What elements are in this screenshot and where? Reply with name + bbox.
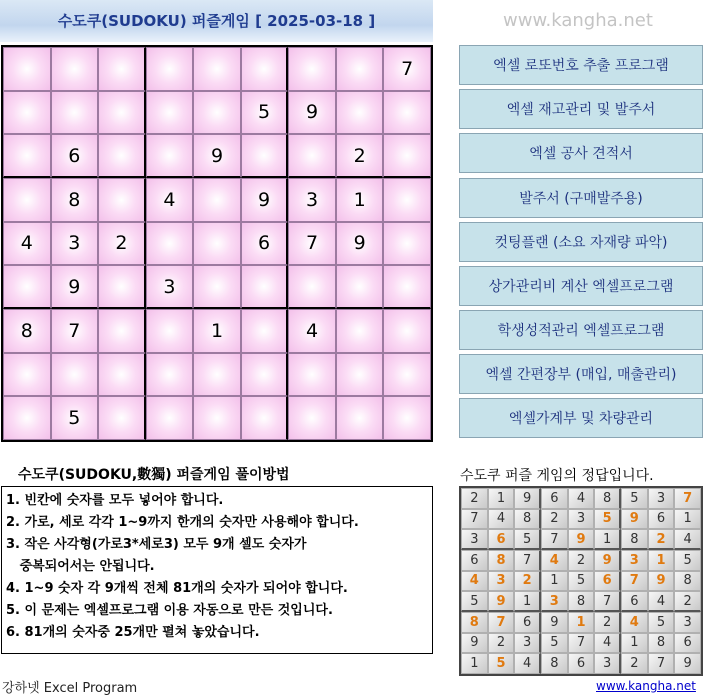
answer-cell: 1 [594, 529, 621, 550]
answer-cell: 9 [674, 653, 701, 674]
answer-cell: 3 [461, 529, 488, 550]
instruction-line: 6. 81개의 숫자중 25개만 펼쳐 놓았습니다. [6, 625, 260, 640]
puzzle-cell[interactable]: 3 [51, 222, 99, 266]
page-title: 수도쿠(SUDOKU) 퍼즐게임 [ 2025-03-18 ] [57, 12, 376, 30]
puzzle-cell[interactable]: 4 [146, 178, 194, 222]
answer-cell: 2 [648, 529, 675, 550]
puzzle-cell[interactable] [51, 353, 99, 397]
answer-cell: 1 [621, 633, 648, 654]
puzzle-cell[interactable]: 9 [336, 222, 384, 266]
answer-cell: 1 [461, 653, 488, 674]
puzzle-cell[interactable] [336, 309, 384, 353]
puzzle-cell[interactable] [193, 91, 241, 135]
answer-cell: 3 [541, 591, 568, 612]
puzzle-cell[interactable] [193, 265, 241, 309]
menu-button[interactable]: 상가관리비 계산 엑셀프로그램 [459, 266, 703, 306]
answer-cell: 1 [568, 612, 595, 633]
puzzle-cell[interactable]: 4 [288, 309, 336, 353]
puzzle-cell[interactable] [3, 396, 51, 440]
puzzle-cell[interactable] [3, 134, 51, 178]
answer-cell: 7 [514, 550, 541, 571]
answer-cell: 7 [461, 509, 488, 530]
instruction-line: 2. 가로, 세로 각각 1~9까지 한개의 숫자만 사용해야 합니다. [6, 515, 359, 530]
puzzle-cell[interactable] [3, 47, 51, 91]
instruction-line: 1. 빈칸에 숫자를 모두 넣어야 합니다. [6, 493, 224, 508]
puzzle-cell[interactable] [98, 47, 146, 91]
puzzle-cell[interactable] [383, 309, 431, 353]
answer-cell: 3 [594, 653, 621, 674]
answer-cell: 6 [568, 653, 595, 674]
puzzle-cell[interactable]: 7 [383, 47, 431, 91]
puzzle-cell[interactable]: 8 [3, 309, 51, 353]
answer-cell: 2 [541, 509, 568, 530]
puzzle-cell[interactable] [336, 353, 384, 397]
menu-button[interactable]: 엑셀가계부 및 차량관리 [459, 398, 703, 438]
answer-cell: 4 [674, 529, 701, 550]
menu-button[interactable]: 엑셀 로또번호 추출 프로그램 [459, 45, 703, 85]
puzzle-cell[interactable] [336, 265, 384, 309]
answer-cell: 9 [461, 633, 488, 654]
answer-cell: 9 [541, 612, 568, 633]
puzzle-cell[interactable] [288, 265, 336, 309]
footer-link[interactable]: www.kangha.net [596, 679, 696, 693]
answer-cell: 4 [461, 571, 488, 592]
puzzle-cell[interactable]: 1 [193, 309, 241, 353]
puzzle-cell[interactable] [98, 91, 146, 135]
puzzle-cell[interactable] [3, 265, 51, 309]
puzzle-cell[interactable] [288, 134, 336, 178]
puzzle-cell[interactable]: 3 [288, 178, 336, 222]
instruction-line: 5. 이 문제는 엑셀프로그램 이용 자동으로 만든 것입니다. [6, 603, 333, 618]
puzzle-cell[interactable]: 2 [336, 134, 384, 178]
answer-cell: 1 [541, 571, 568, 592]
instructions-title: 수도쿠(SUDOKU,數獨) 퍼즐게임 풀이방법 [18, 467, 290, 483]
puzzle-cell[interactable]: 5 [51, 396, 99, 440]
puzzle-cell[interactable]: 6 [51, 134, 99, 178]
answer-cell: 7 [488, 612, 515, 633]
answer-cell: 6 [541, 488, 568, 509]
answer-cell: 1 [488, 488, 515, 509]
menu-button[interactable]: 학생성적관리 엑셀프로그램 [459, 310, 703, 350]
answer-cell: 6 [648, 509, 675, 530]
site-watermark: www.kangha.net [503, 10, 653, 31]
menu-button[interactable]: 컷팅플랜 (소요 자재량 파악) [459, 222, 703, 262]
puzzle-cell[interactable]: 9 [193, 134, 241, 178]
answer-cell: 2 [461, 488, 488, 509]
answer-cell: 8 [461, 612, 488, 633]
puzzle-cell[interactable] [3, 178, 51, 222]
answer-cell: 7 [674, 488, 701, 509]
footer-brand: 강하넷 Excel Program [2, 681, 138, 696]
puzzle-cell[interactable] [3, 353, 51, 397]
puzzle-cell[interactable] [288, 353, 336, 397]
answer-cell: 3 [568, 509, 595, 530]
puzzle-cell[interactable]: 9 [241, 178, 289, 222]
instructions-box [1, 486, 433, 654]
puzzle-cell[interactable]: 5 [241, 91, 289, 135]
answer-cell: 3 [621, 550, 648, 571]
puzzle-cell[interactable]: 2 [98, 222, 146, 266]
puzzle-cell[interactable] [383, 265, 431, 309]
puzzle-cell[interactable] [288, 47, 336, 91]
answer-cell: 4 [488, 509, 515, 530]
puzzle-cell[interactable] [383, 178, 431, 222]
answer-cell: 8 [648, 633, 675, 654]
answer-cell: 7 [648, 653, 675, 674]
puzzle-cell[interactable] [241, 396, 289, 440]
answer-cell: 5 [461, 591, 488, 612]
answer-cell: 3 [514, 633, 541, 654]
menu-button[interactable]: 엑셀 공사 견적서 [459, 133, 703, 173]
answer-cell: 4 [648, 591, 675, 612]
puzzle-cell[interactable] [241, 47, 289, 91]
puzzle-cell[interactable] [146, 47, 194, 91]
answer-cell: 8 [674, 571, 701, 592]
puzzle-cell[interactable] [146, 91, 194, 135]
answer-cell: 6 [674, 633, 701, 654]
answer-cell: 2 [621, 653, 648, 674]
puzzle-cell[interactable]: 7 [51, 309, 99, 353]
answer-grid [459, 486, 703, 676]
puzzle-cell[interactable] [98, 134, 146, 178]
answer-cell: 8 [621, 529, 648, 550]
puzzle-cell[interactable] [146, 222, 194, 266]
puzzle-cell[interactable] [383, 353, 431, 397]
puzzle-cell[interactable] [98, 396, 146, 440]
answer-cell: 5 [674, 550, 701, 571]
puzzle-cell[interactable]: 8 [51, 178, 99, 222]
answer-cell: 9 [488, 591, 515, 612]
answer-cell: 8 [514, 509, 541, 530]
answer-cell: 8 [541, 653, 568, 674]
answer-cell: 4 [541, 550, 568, 571]
puzzle-cell[interactable]: 7 [288, 222, 336, 266]
answer-cell: 7 [621, 571, 648, 592]
puzzle-cell[interactable] [336, 91, 384, 135]
instruction-line: 3. 작은 사각형(가로3*세로3) 모두 9개 셀도 숫자가 [6, 537, 307, 552]
answer-cell: 9 [568, 529, 595, 550]
answer-cell: 9 [514, 488, 541, 509]
menu-button[interactable]: 발주서 (구매발주용) [459, 178, 703, 218]
answer-cell: 7 [541, 529, 568, 550]
answer-cell: 2 [674, 591, 701, 612]
puzzle-cell[interactable] [146, 353, 194, 397]
answer-cell: 3 [674, 612, 701, 633]
puzzle-cell[interactable] [288, 396, 336, 440]
menu-button[interactable]: 엑셀 간편장부 (매입, 매출관리) [459, 354, 703, 394]
puzzle-cell[interactable] [51, 91, 99, 135]
puzzle-cell[interactable] [336, 47, 384, 91]
answer-cell: 4 [594, 633, 621, 654]
puzzle-cell[interactable] [383, 91, 431, 135]
puzzle-cell[interactable] [146, 396, 194, 440]
answer-cell: 1 [674, 509, 701, 530]
answer-cell: 9 [621, 509, 648, 530]
answer-cell: 7 [594, 591, 621, 612]
answer-cell: 5 [514, 529, 541, 550]
answer-cell: 6 [514, 612, 541, 633]
puzzle-cell[interactable] [383, 134, 431, 178]
answer-cell: 4 [514, 653, 541, 674]
instruction-line: 중복되어서는 안됩니다. [6, 559, 155, 574]
puzzle-cell[interactable] [193, 353, 241, 397]
answer-cell: 9 [594, 550, 621, 571]
puzzle-cell[interactable] [336, 396, 384, 440]
puzzle-cell[interactable]: 1 [336, 178, 384, 222]
instruction-line: 4. 1~9 숫자 각 9개씩 전체 81개의 숫자가 되어야 합니다. [6, 581, 348, 596]
puzzle-cell[interactable] [241, 265, 289, 309]
puzzle-cell[interactable] [146, 309, 194, 353]
puzzle-cell[interactable] [383, 396, 431, 440]
answer-cell: 2 [488, 633, 515, 654]
puzzle-cell[interactable] [193, 222, 241, 266]
answer-cell: 3 [648, 488, 675, 509]
puzzle-cell[interactable] [383, 222, 431, 266]
sudoku-board [1, 45, 433, 442]
puzzle-cell[interactable]: 4 [3, 222, 51, 266]
answer-cell: 6 [594, 571, 621, 592]
answer-cell: 6 [461, 550, 488, 571]
answer-cell: 2 [568, 550, 595, 571]
answer-cell: 5 [488, 653, 515, 674]
answer-cell: 9 [648, 571, 675, 592]
puzzle-cell[interactable] [193, 178, 241, 222]
answer-cell: 6 [488, 529, 515, 550]
menu-button[interactable]: 엑셀 재고관리 및 발주서 [459, 89, 703, 129]
puzzle-cell[interactable] [146, 134, 194, 178]
answer-cell: 4 [568, 488, 595, 509]
puzzle-cell[interactable]: 3 [146, 265, 194, 309]
answer-cell: 1 [648, 550, 675, 571]
puzzle-cell[interactable] [98, 309, 146, 353]
answer-cell: 8 [568, 591, 595, 612]
answer-cell: 5 [621, 488, 648, 509]
answer-cell: 6 [621, 591, 648, 612]
answer-cell: 5 [541, 633, 568, 654]
answer-cell: 8 [594, 488, 621, 509]
answer-cell: 7 [568, 633, 595, 654]
puzzle-cell[interactable] [241, 309, 289, 353]
puzzle-cell[interactable] [98, 265, 146, 309]
puzzle-cell[interactable] [3, 91, 51, 135]
puzzle-cell[interactable]: 9 [51, 265, 99, 309]
answer-cell: 2 [514, 571, 541, 592]
answer-cell: 3 [488, 571, 515, 592]
puzzle-cell[interactable] [241, 134, 289, 178]
answer-cell: 5 [648, 612, 675, 633]
answer-cell: 8 [488, 550, 515, 571]
puzzle-cell[interactable] [98, 353, 146, 397]
puzzle-cell[interactable]: 9 [288, 91, 336, 135]
answer-cell: 1 [514, 591, 541, 612]
answer-cell: 5 [568, 571, 595, 592]
puzzle-cell[interactable] [98, 178, 146, 222]
puzzle-cell[interactable]: 6 [241, 222, 289, 266]
puzzle-cell[interactable] [193, 47, 241, 91]
answer-title: 수도쿠 퍼즐 게임의 정답입니다. [460, 468, 654, 484]
answer-cell: 4 [621, 612, 648, 633]
answer-cell: 2 [594, 612, 621, 633]
answer-cell: 5 [594, 509, 621, 530]
puzzle-cell[interactable] [193, 396, 241, 440]
puzzle-cell[interactable] [241, 353, 289, 397]
puzzle-cell[interactable] [51, 47, 99, 91]
